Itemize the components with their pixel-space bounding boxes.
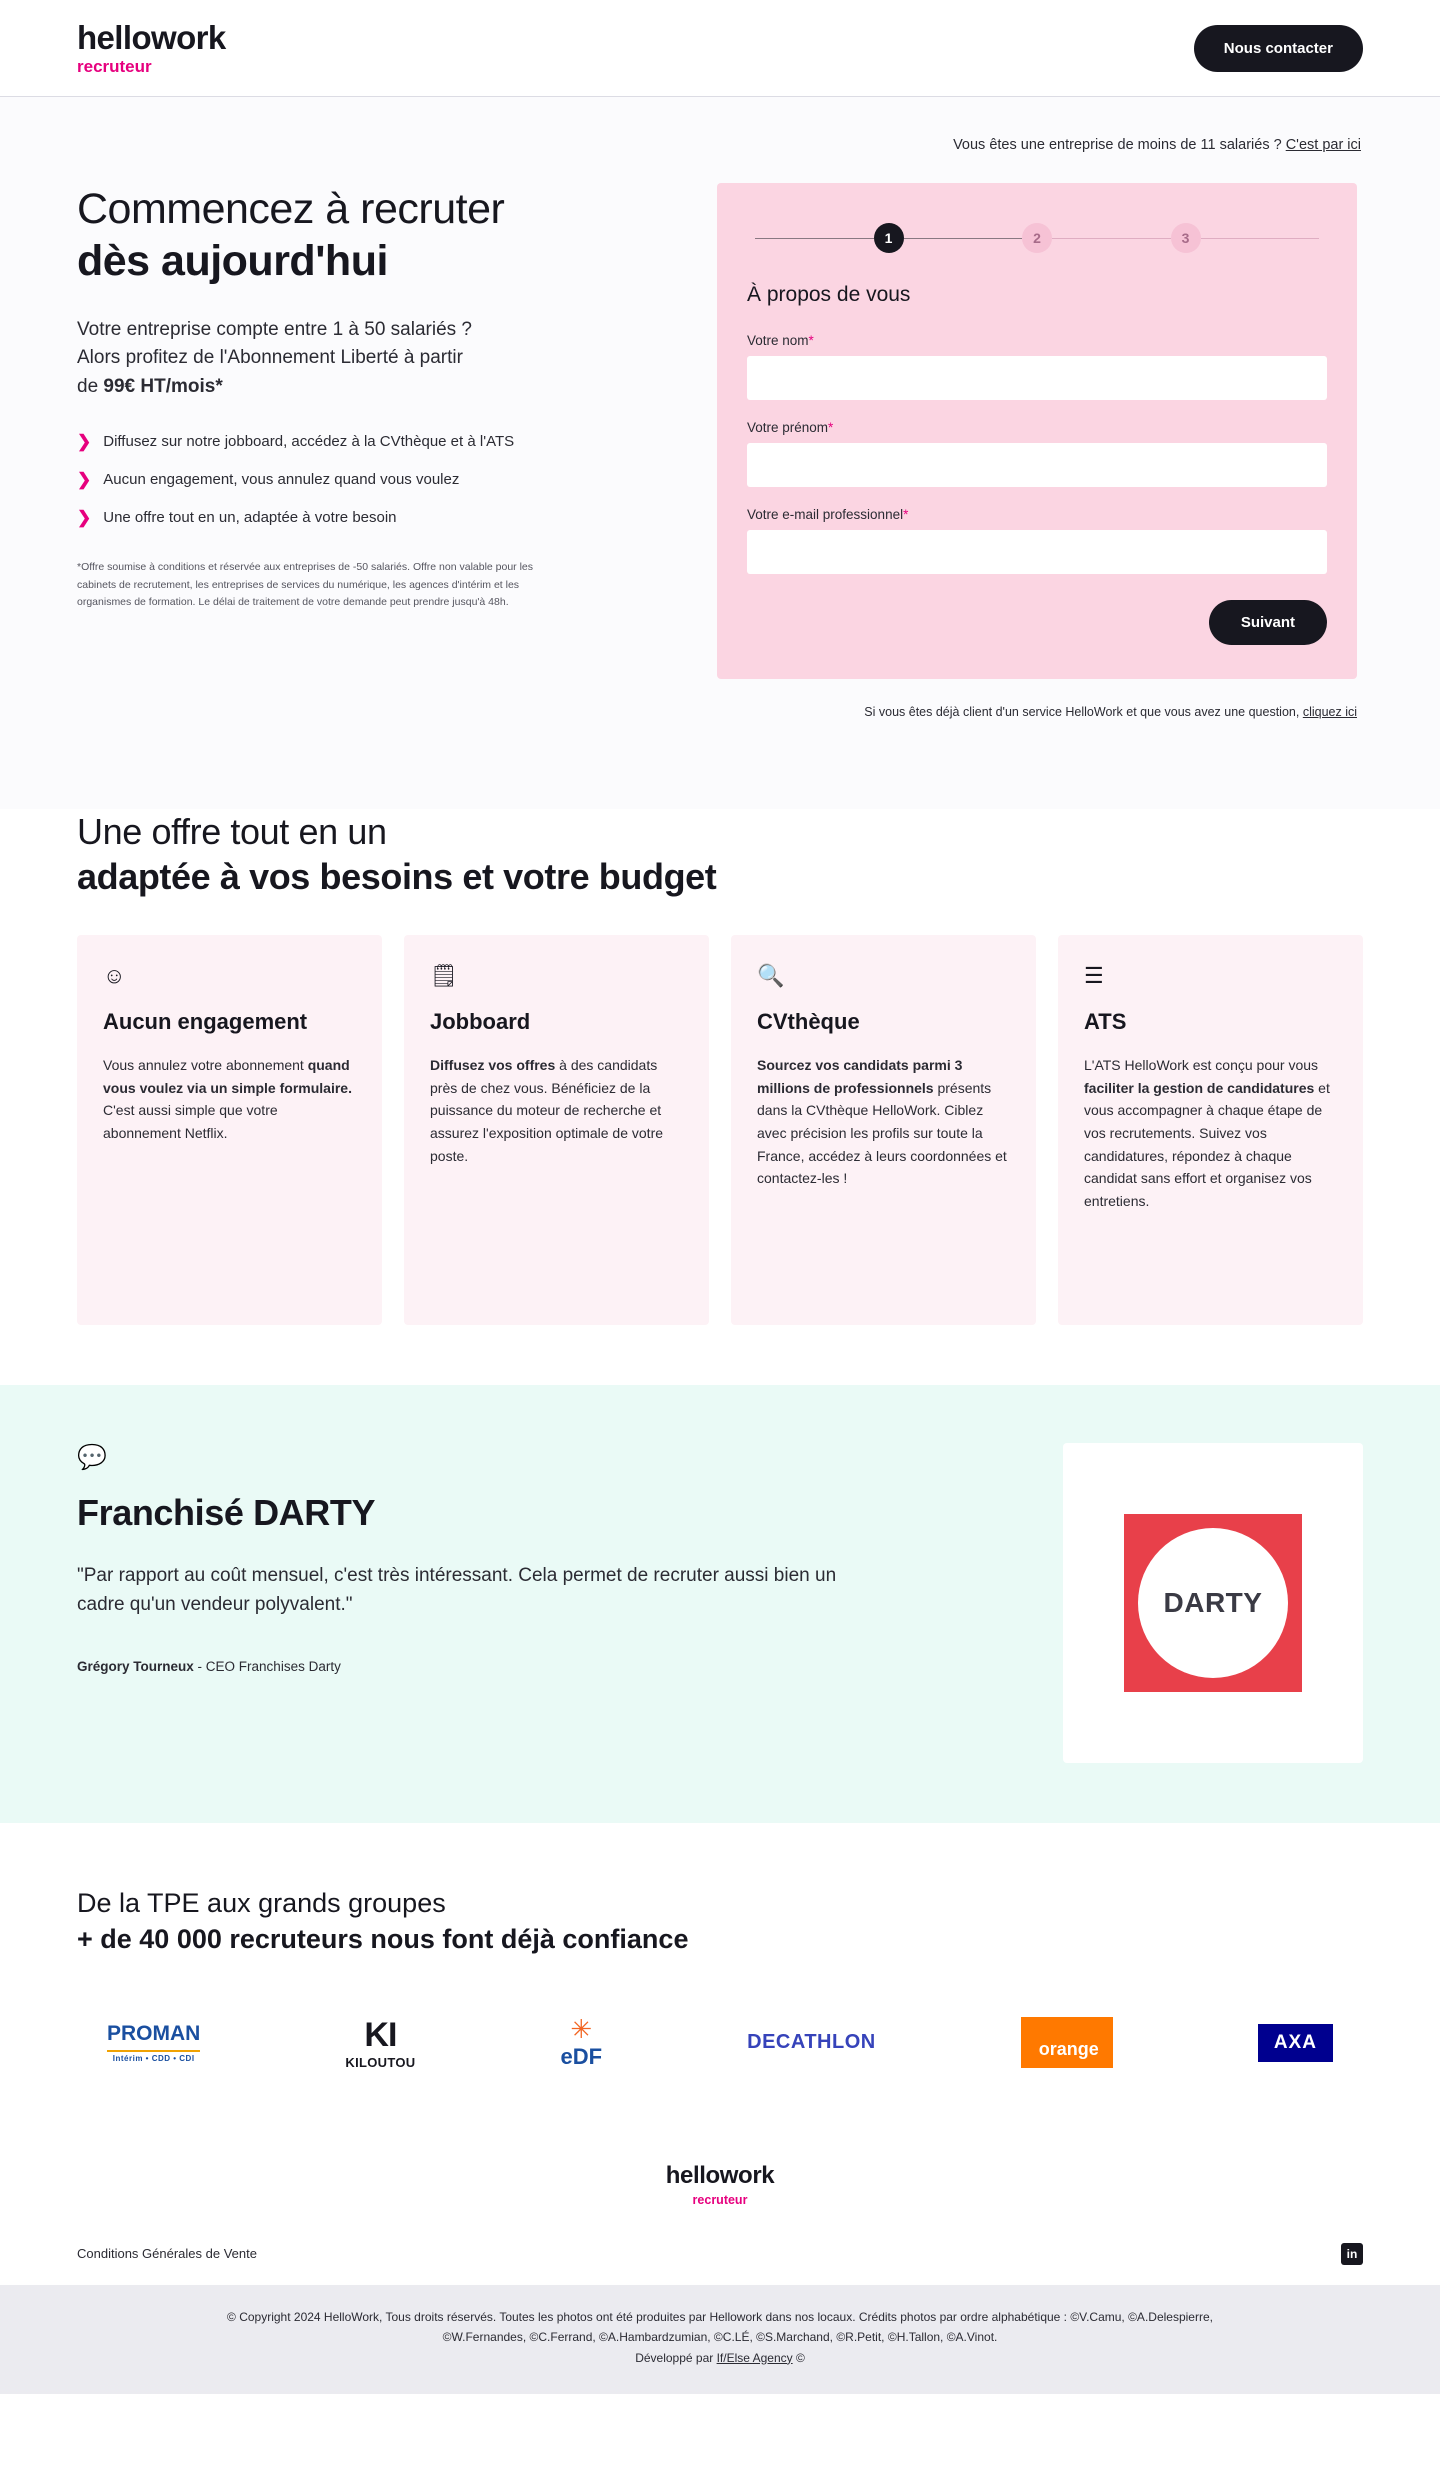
stepper-step-3[interactable]: 3 bbox=[1171, 223, 1201, 253]
page-title-line2: dès aujourd'hui bbox=[77, 237, 388, 286]
footer-logo-main-text: hellowork bbox=[665, 2161, 775, 2189]
offer-card-title: CVthèque bbox=[757, 1009, 860, 1034]
copyright-line-2: ©W.Fernandes, ©C.Ferrand, ©A.Hambardzumian, ©C.LÉ, ©S.Marchand, ©R.Petit, ©H.Tallon, ©A.Vinot. bbox=[442, 2330, 998, 2345]
required-marker: * bbox=[828, 420, 834, 435]
clients-title bbox=[77, 1885, 1363, 1958]
footer-logo-sub-text: recruteur bbox=[692, 2192, 748, 2207]
orange-logo-text: orange bbox=[1021, 2017, 1113, 2068]
required-marker: * bbox=[808, 333, 814, 348]
field-prenom bbox=[747, 420, 1327, 487]
offer-title-line2: adaptée à vos besoins et votre budget bbox=[77, 856, 717, 897]
client-logos bbox=[77, 2008, 1363, 2078]
clients-title-line2: + de 40 000 recruteurs nous font déjà confiance bbox=[77, 1924, 689, 1955]
darty-logo-text: DARTY bbox=[1138, 1528, 1288, 1678]
list-item bbox=[77, 507, 597, 529]
hero-subtitle-line2: Alors profitez de l'Abonnement Liberté à partir bbox=[77, 347, 463, 369]
darty-logo bbox=[1124, 1514, 1302, 1692]
testimonial-logo-box bbox=[1063, 1443, 1363, 1763]
stepper-line bbox=[1201, 238, 1320, 239]
offer-card-text bbox=[103, 1054, 356, 1145]
developed-by bbox=[120, 2348, 1320, 2368]
legal-disclaimer: *Offre soumise à conditions et réservée aux entreprises de -50 salariés. Offre non valable pour les cabinets de recrutement, les entreprises de services du numérique, les agences d'intérim et les organismes de formation. Le délai de traitement de votre demande peut prendre jusqu'à 48h. bbox=[77, 560, 534, 609]
hero-copy bbox=[77, 183, 637, 612]
footer-links bbox=[0, 2243, 1440, 2285]
signup-form-column bbox=[717, 183, 1357, 719]
field-prenom-label bbox=[747, 420, 1327, 435]
small-company-note bbox=[77, 137, 1363, 153]
form-footnote-link[interactable]: cliquez ici bbox=[1302, 705, 1357, 719]
offer-card-title: Jobboard bbox=[430, 1009, 531, 1034]
offer-title-line1: Une offre tout en un bbox=[77, 811, 387, 852]
text-part-bold: Sourcez vos candidats parmi 3 millions de professionnels bbox=[757, 1056, 963, 1096]
offer-card-ats bbox=[1058, 935, 1363, 1325]
form-title: À propos de vous bbox=[747, 283, 911, 306]
field-nom-label-text: Votre nom bbox=[747, 333, 809, 348]
cgv-link[interactable]: Conditions Générales de Vente bbox=[77, 2246, 257, 2262]
page-title-line1: Commencez à recruter bbox=[77, 185, 505, 233]
proman-logo-sub: Intérim • CDD • CDI bbox=[107, 2050, 200, 2064]
testimonial-author bbox=[77, 1659, 857, 1674]
text-part-bold: Diffusez vos offres bbox=[430, 1056, 556, 1073]
stepper-line bbox=[904, 238, 1023, 239]
form-footnote-text: Si vous êtes déjà client d'un service HelloWork et que vous avez une question, bbox=[864, 705, 1300, 719]
offer-title bbox=[77, 809, 1363, 899]
axa-logo-text: AXA bbox=[1258, 2024, 1333, 2062]
form-actions bbox=[747, 600, 1327, 645]
testimonial-section bbox=[0, 1385, 1440, 1823]
form-stepper bbox=[747, 223, 1327, 253]
testimonial-author-role: - CEO Franchises Darty bbox=[197, 1659, 341, 1674]
field-email-label bbox=[747, 507, 1327, 522]
kiloutou-logo-text: KILOUTOU bbox=[345, 2054, 416, 2070]
hero-benefit-text: Diffusez sur notre jobboard, accédez à la CVthèque et à l'ATS bbox=[103, 433, 515, 451]
chevron-right-icon: ❯ bbox=[77, 507, 92, 527]
logo[interactable] bbox=[77, 21, 226, 75]
copyright-bar bbox=[0, 2285, 1440, 2394]
client-logo-kiloutou bbox=[345, 2008, 415, 2078]
developer-link[interactable]: If/Else Agency bbox=[716, 2350, 793, 2365]
field-nom bbox=[747, 333, 1327, 400]
offer-cards bbox=[77, 935, 1363, 1325]
clients-section bbox=[0, 1823, 1440, 2118]
site-header bbox=[0, 0, 1440, 97]
hero-benefit-list bbox=[77, 431, 637, 528]
decathlon-logo-text: DECATHLON bbox=[747, 2031, 876, 2054]
hero-price-prefix: de bbox=[77, 375, 104, 397]
client-logo-proman bbox=[107, 2008, 200, 2078]
smiley-icon: ☺ bbox=[103, 963, 126, 988]
proman-logo-text: PROMAN bbox=[107, 2022, 201, 2046]
field-nom-label bbox=[747, 333, 1327, 348]
stepper-step-1[interactable]: 1 bbox=[874, 223, 904, 253]
small-company-link[interactable]: C'est par ici bbox=[1285, 137, 1361, 153]
linkedin-icon[interactable]: in bbox=[1341, 2243, 1363, 2265]
testimonial-title: Franchisé DARTY bbox=[77, 1492, 376, 1533]
developed-by-prefix: Développé par bbox=[635, 2350, 717, 2365]
offer-card-cvtheque bbox=[731, 935, 1036, 1325]
stepper-line bbox=[755, 238, 874, 239]
signup-form-card bbox=[717, 183, 1357, 679]
kiloutou-logo-mark: KI bbox=[364, 2015, 397, 2054]
hero-price: 99€ HT/mois* bbox=[103, 375, 223, 397]
offer-card-text bbox=[430, 1054, 683, 1167]
stepper-line bbox=[1052, 238, 1171, 239]
text-part: L'ATS HelloWork est conçu pour vous bbox=[1084, 1056, 1319, 1073]
testimonial-quote: "Par rapport au coût mensuel, c'est très intéressant. Cela permet de recruter aussi bien un cadre qu'un vendeur polyvalent." bbox=[77, 1565, 837, 1615]
field-prenom-label-text: Votre prénom bbox=[747, 420, 829, 435]
edf-logo-text: eDF bbox=[560, 2043, 603, 2069]
hero-benefit-text: Aucun engagement, vous annulez quand vous voulez bbox=[103, 471, 460, 489]
client-logo-edf bbox=[561, 2008, 603, 2078]
document-icon: 🗒 bbox=[430, 963, 458, 988]
offer-card-text bbox=[1084, 1054, 1337, 1213]
edf-logo-mark: ✳ bbox=[570, 2013, 593, 2044]
hero-section bbox=[0, 97, 1440, 809]
search-icon: 🔍 bbox=[757, 963, 785, 988]
text-part: Vous annulez votre abonnement bbox=[103, 1056, 308, 1073]
hero-benefit-text: Une offre tout en un, adaptée à votre besoin bbox=[103, 508, 397, 526]
offer-card-title: Aucun engagement bbox=[103, 1009, 308, 1034]
nom-input[interactable] bbox=[747, 356, 1327, 400]
contact-button[interactable]: Nous contacter bbox=[1194, 25, 1363, 72]
offer-card-jobboard bbox=[404, 935, 709, 1325]
page-title bbox=[77, 183, 637, 288]
testimonial-author-name: Grégory Tourneux bbox=[77, 1659, 194, 1674]
offer-card-title: ATS bbox=[1084, 1009, 1127, 1034]
small-company-note-text: Vous êtes une entreprise de moins de 11 salariés ? bbox=[953, 137, 1282, 153]
field-email-label-text: Votre e-mail professionnel bbox=[747, 507, 904, 522]
logo-sub-text: recruteur bbox=[77, 57, 152, 76]
client-logo-decathlon bbox=[747, 2008, 876, 2078]
text-part-bold: faciliter la gestion de candidatures bbox=[1084, 1079, 1315, 1096]
required-marker: * bbox=[903, 507, 909, 522]
list-item bbox=[77, 431, 597, 453]
hero-subtitle bbox=[77, 316, 637, 402]
email-input[interactable] bbox=[747, 530, 1327, 574]
text-part: à des candidats près de chez vous. Bénéficiez de la puissance du moteur de recherche et assurez l'exposition optimale de votre poste. bbox=[430, 1056, 664, 1164]
field-email bbox=[747, 507, 1327, 574]
clients-title-line1: De la TPE aux grands groupes bbox=[77, 1888, 446, 1918]
offer-card-text bbox=[757, 1054, 1010, 1190]
testimonial-content bbox=[77, 1443, 857, 1674]
list-item bbox=[77, 469, 597, 491]
client-logo-axa bbox=[1258, 2008, 1333, 2078]
prenom-input[interactable] bbox=[747, 443, 1327, 487]
text-part: C'est aussi simple que votre abonnement Netflix. bbox=[103, 1102, 278, 1141]
developed-by-suffix: © bbox=[792, 2350, 805, 2365]
quote-bubble-icon: 💬 bbox=[77, 1444, 107, 1471]
hero-subtitle-line3 bbox=[77, 373, 637, 402]
offer-section bbox=[0, 809, 1440, 1385]
text-part: et vous accompagner à chaque étape de vos recrutements. Suivez vos candidatures, répondez à chaque candidat sans effort et organisez vos entretiens. bbox=[1084, 1079, 1330, 1209]
next-button[interactable]: Suivant bbox=[1209, 600, 1327, 645]
form-footnote bbox=[717, 705, 1357, 719]
copyright-line-1: © Copyright 2024 HelloWork, Tous droits réservés. Toutes les photos ont été produites par Hellowork dans nos locaux. Crédits photos par ordre alphabétique : ©V.Camu, ©A.Delespierre, bbox=[227, 2309, 1213, 2324]
text-part: présents dans la CVthèque HelloWork. Ciblez avec précision les profils sur toute la France, accédez à leurs coordonnées et contactez-les ! bbox=[757, 1079, 1007, 1187]
hero-subtitle-line1: Votre entreprise compte entre 1 à 50 salariés ? bbox=[77, 318, 473, 340]
footer-logo bbox=[0, 2118, 1440, 2243]
offer-card-engagement bbox=[77, 935, 382, 1325]
chevron-right-icon: ❯ bbox=[77, 470, 92, 490]
list-icon: ☰ bbox=[1084, 963, 1104, 988]
logo-main-text: hellowork bbox=[77, 19, 226, 56]
stepper-step-2[interactable]: 2 bbox=[1022, 223, 1052, 253]
chevron-right-icon: ❯ bbox=[77, 432, 92, 452]
text-part-bold: quand vous voulez via un simple formulaire. bbox=[103, 1056, 352, 1096]
client-logo-orange bbox=[1021, 2008, 1113, 2078]
